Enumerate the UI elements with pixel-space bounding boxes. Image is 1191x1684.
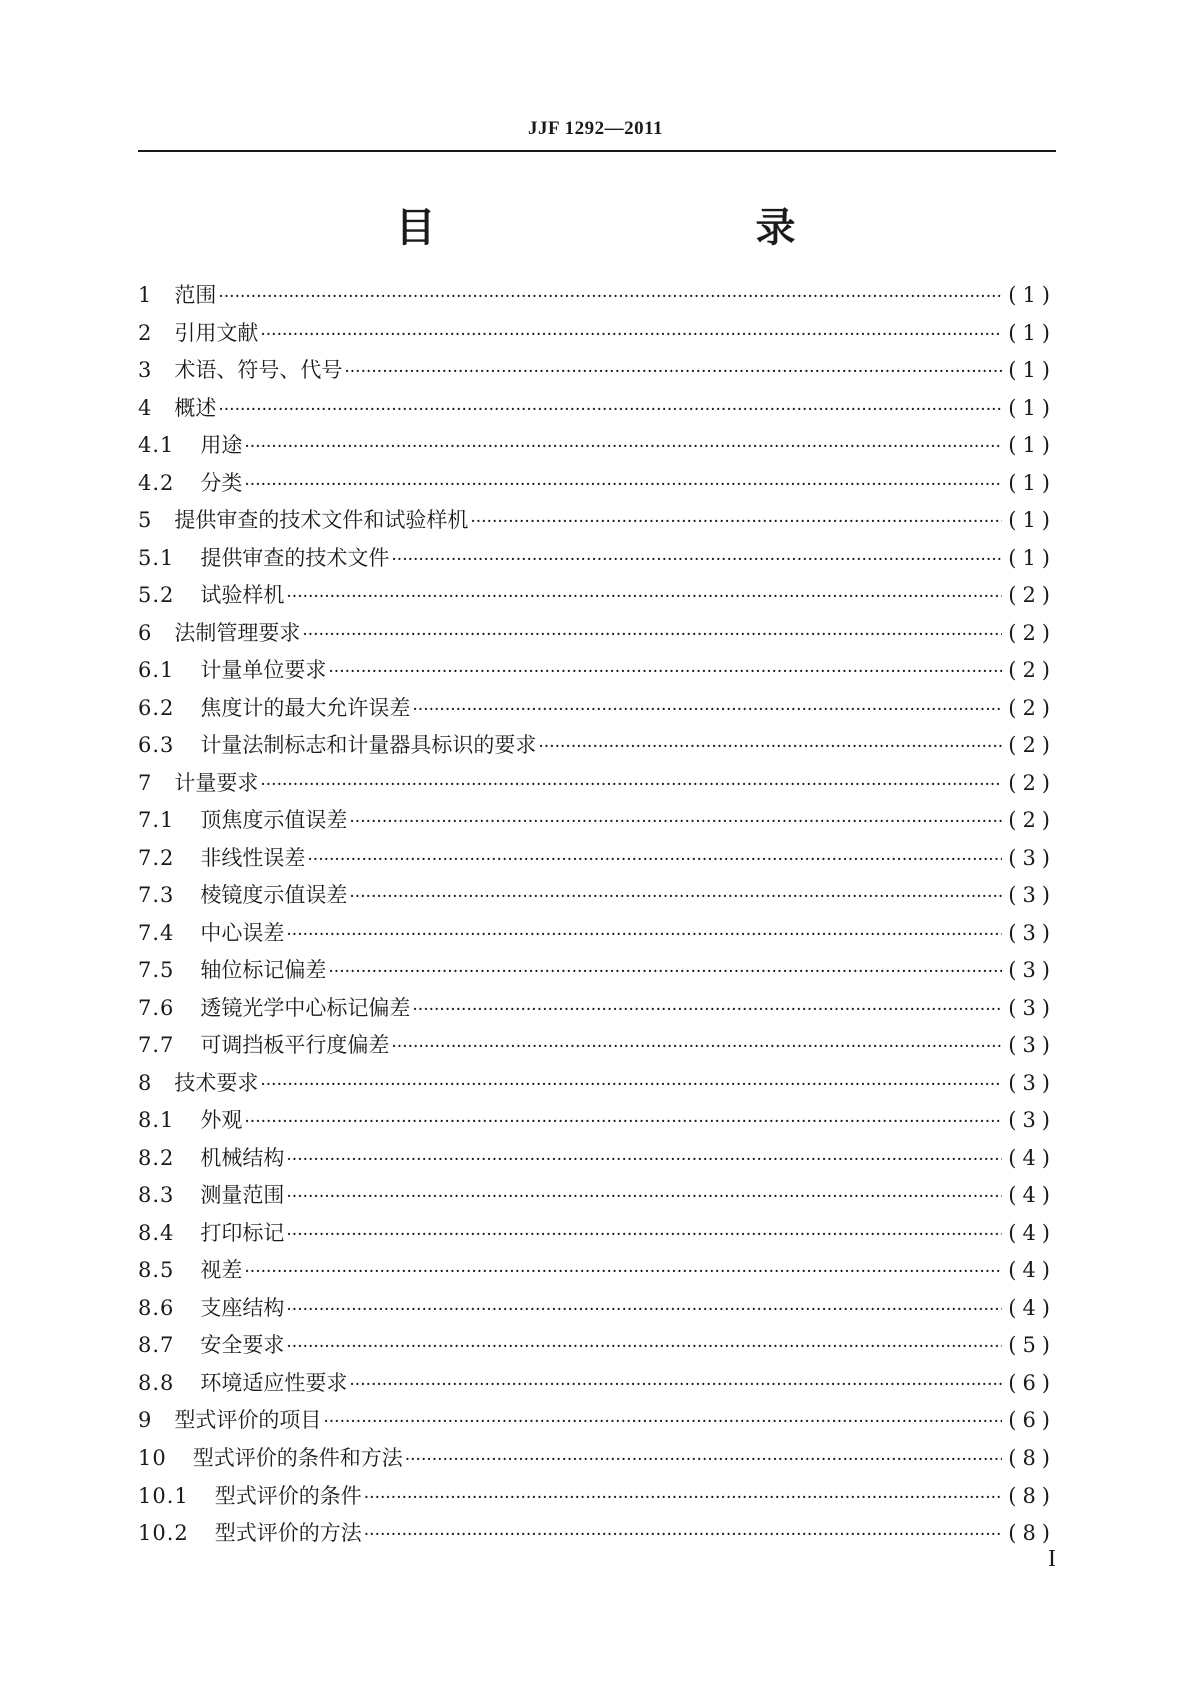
toc-entry-title: 技术要求 bbox=[174, 1070, 259, 1095]
document-code-header: JJF 1292—2011 bbox=[527, 118, 664, 139]
toc-entry-title: 安全要求 bbox=[200, 1333, 285, 1358]
toc-entry-leader bbox=[323, 1404, 1002, 1442]
toc-entry-number: 8.5 bbox=[138, 1258, 175, 1283]
toc-entry-leader bbox=[344, 354, 1002, 392]
toc-entry-leader bbox=[286, 1179, 1002, 1217]
toc-entry[interactable] bbox=[138, 990, 1056, 1028]
toc-entry-number: 8.7 bbox=[138, 1333, 175, 1358]
toc-entry-title: 法制管理要求 bbox=[174, 620, 301, 645]
toc-entry[interactable] bbox=[138, 465, 1056, 503]
toc-entry-page: (2) bbox=[1008, 733, 1056, 758]
toc-entry-leader bbox=[364, 1480, 1002, 1518]
toc-entry-number: 3 bbox=[138, 358, 153, 383]
toc-entry-leader bbox=[244, 1104, 1002, 1142]
toc-entry-page: (2) bbox=[1008, 808, 1056, 833]
toc-entry[interactable] bbox=[138, 1102, 1056, 1140]
toc-entry-title: 可调挡板平行度偏差 bbox=[200, 1033, 390, 1058]
toc-entry-leader bbox=[260, 317, 1002, 355]
toc-entry[interactable] bbox=[138, 915, 1056, 953]
toc-entry-title: 术语、符号、代号 bbox=[174, 358, 343, 383]
toc-entry-title: 顶焦度示值误差 bbox=[200, 808, 348, 833]
toc-entry-title: 轴位标记偏差 bbox=[200, 958, 327, 983]
toc-entry-leader bbox=[405, 1442, 1003, 1480]
toc-entry-leader bbox=[244, 429, 1002, 467]
toc-entry-leader bbox=[218, 392, 1002, 430]
toc-entry-leader bbox=[286, 917, 1002, 955]
toc-entry-title: 支座结构 bbox=[200, 1295, 285, 1320]
toc-entry-number: 9 bbox=[138, 1408, 153, 1433]
toc-entry-leader bbox=[538, 729, 1002, 767]
toc-entry-leader bbox=[244, 467, 1002, 505]
toc-entry[interactable] bbox=[138, 277, 1056, 315]
toc-entry[interactable] bbox=[138, 502, 1056, 540]
toc-entry-page: (1) bbox=[1008, 320, 1056, 345]
toc-entry-number: 8.6 bbox=[138, 1295, 175, 1320]
toc-entry-number: 7.4 bbox=[138, 920, 175, 945]
toc-entry-page: (3) bbox=[1008, 958, 1056, 983]
toc-entry-title: 环境适应性要求 bbox=[200, 1370, 348, 1395]
toc-entry-number: 8.2 bbox=[138, 1145, 175, 1170]
toc-entry[interactable] bbox=[138, 1365, 1056, 1403]
toc-entry[interactable] bbox=[138, 427, 1056, 465]
toc-entry-title: 测量范围 bbox=[200, 1183, 285, 1208]
toc-entry-title: 视差 bbox=[200, 1258, 243, 1283]
toc-entry-title: 中心误差 bbox=[200, 920, 285, 945]
toc-entry-number: 8.3 bbox=[138, 1183, 175, 1208]
toc-entry[interactable] bbox=[138, 952, 1056, 990]
toc-entry[interactable] bbox=[138, 877, 1056, 915]
toc-entry-number: 8.1 bbox=[138, 1108, 175, 1133]
toc-entry[interactable] bbox=[138, 540, 1056, 578]
toc-entry-leader bbox=[391, 1029, 1002, 1067]
toc-entry-leader bbox=[349, 804, 1002, 842]
toc-entry-page: (2) bbox=[1008, 658, 1056, 683]
toc-entry[interactable] bbox=[138, 1327, 1056, 1365]
toc-entry-page: (1) bbox=[1008, 508, 1056, 533]
toc-entry-title: 引用文献 bbox=[174, 320, 259, 345]
toc-entry-number: 8.4 bbox=[138, 1220, 175, 1245]
page-number: I bbox=[1048, 1546, 1056, 1572]
toc-entry-leader bbox=[286, 1142, 1002, 1180]
toc-entry-leader bbox=[364, 1517, 1002, 1555]
toc-entry-page: (6) bbox=[1008, 1370, 1056, 1395]
toc-entry-title: 计量单位要求 bbox=[200, 658, 327, 683]
toc-entry-leader bbox=[349, 879, 1002, 917]
toc-entry-page: (3) bbox=[1008, 1033, 1056, 1058]
toc-entry-title: 试验样机 bbox=[200, 583, 285, 608]
toc-entry[interactable] bbox=[138, 1252, 1056, 1290]
toc-entry-title: 型式评价的条件 bbox=[214, 1483, 362, 1508]
toc-entry-leader bbox=[328, 954, 1002, 992]
toc-entry-number: 1 bbox=[138, 283, 153, 307]
toc-entry-leader bbox=[307, 842, 1002, 880]
toc-entry-title: 用途 bbox=[200, 433, 243, 458]
toc-entry-leader bbox=[391, 542, 1002, 580]
toc-entry[interactable] bbox=[138, 1027, 1056, 1065]
toc-entry[interactable] bbox=[138, 1402, 1056, 1440]
toc-entry-title: 提供审查的技术文件 bbox=[200, 545, 390, 570]
toc-entry-leader bbox=[328, 654, 1002, 692]
toc-entry-number: 6.2 bbox=[138, 695, 175, 720]
toc-entry-page: (8) bbox=[1008, 1521, 1056, 1546]
toc-entry-number: 8.8 bbox=[138, 1370, 175, 1395]
toc-entry-page: (2) bbox=[1008, 620, 1056, 645]
toc-entry-leader bbox=[412, 692, 1002, 730]
header-rule bbox=[138, 150, 1056, 152]
toc-entry-number: 8 bbox=[138, 1070, 153, 1095]
toc-entry-page: (3) bbox=[1008, 995, 1056, 1020]
toc-entry-number: 7.5 bbox=[138, 958, 175, 983]
toc-entry-page: (4) bbox=[1008, 1258, 1056, 1283]
toc-entry-title: 透镜光学中心标记偏差 bbox=[200, 995, 411, 1020]
toc-entry-title: 范围 bbox=[174, 283, 217, 307]
toc-entry[interactable] bbox=[138, 1478, 1056, 1516]
toc-entry-number: 2 bbox=[138, 320, 153, 345]
toc-entry-leader bbox=[286, 1217, 1002, 1255]
toc-entry-leader bbox=[286, 579, 1002, 617]
toc-entry[interactable] bbox=[138, 615, 1056, 653]
toc-entry-page: (3) bbox=[1008, 1070, 1056, 1095]
toc-entry[interactable] bbox=[138, 1215, 1056, 1253]
toc-entry-leader bbox=[349, 1367, 1002, 1405]
toc-entry-page: (1) bbox=[1008, 283, 1056, 307]
toc-entry-page: (6) bbox=[1008, 1408, 1056, 1433]
toc-entry-number: 4.2 bbox=[138, 470, 175, 495]
toc-entry-page: (2) bbox=[1008, 770, 1056, 795]
toc-entry-number: 7 bbox=[138, 770, 153, 795]
toc-entry-title: 焦度计的最大允许误差 bbox=[200, 695, 411, 720]
toc-entry-page: (3) bbox=[1008, 1108, 1056, 1133]
toc-entry-leader bbox=[412, 992, 1002, 1030]
toc-entry-page: (1) bbox=[1008, 545, 1056, 570]
toc-entry-title: 计量法制标志和计量器具标识的要求 bbox=[200, 733, 537, 758]
toc-entry-page: (8) bbox=[1008, 1445, 1056, 1470]
toc-entry-page: (1) bbox=[1008, 395, 1056, 420]
toc-entry-title: 打印标记 bbox=[200, 1220, 285, 1245]
page-title: 目 录 bbox=[395, 204, 876, 251]
toc-entry-title: 概述 bbox=[174, 395, 217, 420]
toc-entry-leader bbox=[470, 504, 1002, 542]
toc-entry[interactable] bbox=[138, 765, 1056, 803]
toc-entry-number: 5.1 bbox=[138, 545, 175, 570]
toc-entry-page: (3) bbox=[1008, 920, 1056, 945]
toc-entry[interactable] bbox=[138, 1065, 1056, 1103]
toc-entry-title: 非线性误差 bbox=[200, 845, 306, 870]
toc-entry-number: 10.1 bbox=[138, 1483, 189, 1508]
toc-entry-page: (5) bbox=[1008, 1333, 1056, 1358]
toc-entry-page: (4) bbox=[1008, 1183, 1056, 1208]
toc-entry-leader bbox=[286, 1292, 1002, 1330]
toc-entry-page: (1) bbox=[1008, 433, 1056, 458]
toc-entry[interactable] bbox=[138, 652, 1056, 690]
toc-entry-number: 10 bbox=[138, 1445, 167, 1470]
toc-entry[interactable] bbox=[138, 1140, 1056, 1178]
toc-entry-page: (4) bbox=[1008, 1295, 1056, 1320]
toc-entry[interactable] bbox=[138, 1290, 1056, 1328]
toc-entry-page: (3) bbox=[1008, 845, 1056, 870]
toc-entry-page: (2) bbox=[1008, 583, 1056, 608]
toc-entry-page: (4) bbox=[1008, 1145, 1056, 1170]
toc-entry-number: 5 bbox=[138, 508, 153, 533]
toc-entry[interactable] bbox=[138, 840, 1056, 878]
toc-entry[interactable] bbox=[138, 315, 1056, 353]
toc-entry-page: (1) bbox=[1008, 358, 1056, 383]
toc-entry-leader bbox=[302, 617, 1002, 655]
toc-entry-number: 7.7 bbox=[138, 1033, 175, 1058]
toc-entry[interactable] bbox=[138, 1515, 1056, 1553]
toc-entry-number: 7.2 bbox=[138, 845, 175, 870]
toc-entry-number: 4.1 bbox=[138, 433, 175, 458]
toc-entry-number: 7.6 bbox=[138, 995, 175, 1020]
toc-entry-title: 计量要求 bbox=[174, 770, 259, 795]
toc-entry-page: (3) bbox=[1008, 883, 1056, 908]
toc-entry-number: 6.3 bbox=[138, 733, 175, 758]
toc-entry[interactable] bbox=[138, 390, 1056, 428]
toc-entry-title: 提供审查的技术文件和试验样机 bbox=[174, 508, 469, 533]
toc-entry-title: 型式评价的条件和方法 bbox=[192, 1445, 403, 1470]
toc-entry-title: 分类 bbox=[200, 470, 243, 495]
table-of-contents bbox=[138, 277, 1056, 1553]
toc-entry[interactable] bbox=[138, 690, 1056, 728]
toc-entry-title: 机械结构 bbox=[200, 1145, 285, 1170]
toc-entry-title: 型式评价的方法 bbox=[214, 1521, 362, 1546]
toc-entry-leader bbox=[244, 1254, 1002, 1292]
toc-entry[interactable] bbox=[138, 727, 1056, 765]
toc-entry[interactable] bbox=[138, 577, 1056, 615]
toc-entry-page: (1) bbox=[1008, 470, 1056, 495]
toc-entry[interactable] bbox=[138, 352, 1056, 390]
toc-entry-page: (2) bbox=[1008, 695, 1056, 720]
toc-entry-number: 7.1 bbox=[138, 808, 175, 833]
toc-entry-number: 6 bbox=[138, 620, 153, 645]
toc-entry-page: (8) bbox=[1008, 1483, 1056, 1508]
toc-entry-leader bbox=[218, 279, 1002, 317]
toc-entry[interactable] bbox=[138, 1440, 1056, 1478]
toc-entry-leader bbox=[260, 767, 1002, 805]
toc-entry-page: (4) bbox=[1008, 1220, 1056, 1245]
toc-entry-title: 棱镜度示值误差 bbox=[200, 883, 348, 908]
toc-entry-number: 10.2 bbox=[138, 1521, 189, 1546]
toc-entry[interactable] bbox=[138, 1177, 1056, 1215]
toc-entry-number: 7.3 bbox=[138, 883, 175, 908]
toc-entry-number: 5.2 bbox=[138, 583, 175, 608]
toc-entry-leader bbox=[260, 1067, 1002, 1105]
toc-entry-title: 型式评价的项目 bbox=[174, 1408, 322, 1433]
toc-entry-leader bbox=[286, 1329, 1002, 1367]
toc-entry-number: 6.1 bbox=[138, 658, 175, 683]
toc-entry-title: 外观 bbox=[200, 1108, 243, 1133]
toc-entry[interactable] bbox=[138, 802, 1056, 840]
toc-entry-number: 4 bbox=[138, 395, 153, 420]
